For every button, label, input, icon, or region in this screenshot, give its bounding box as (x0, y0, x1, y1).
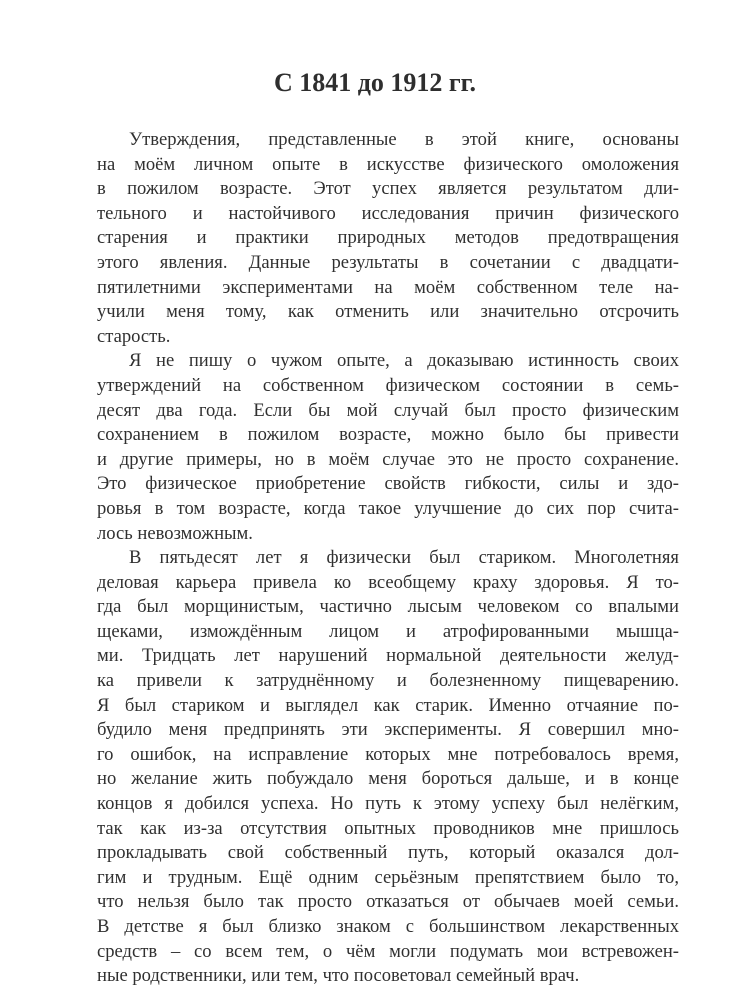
text-line: ровья в том возрасте, когда такое улучшение до сих пор счита- (97, 497, 679, 519)
paragraph-3 (97, 546, 679, 989)
text-line: десят два года. Если бы мой случай был просто физическим (97, 399, 679, 421)
text-line: пятилетними экспериментами на моём собственном теле на- (97, 276, 679, 298)
text-line: сохранением в пожилом возрасте, можно было бы привести (97, 424, 679, 446)
text-line: прокладывать свой собственный путь, который оказался дол- (97, 842, 679, 864)
text-line: щеками, измождённым лицом и атрофированными мышца- (97, 620, 679, 642)
text-line: лось невозможным. (97, 522, 253, 544)
text-line: ка привели к затруднённому и болезненному пищеварению. (97, 670, 679, 692)
page-title: С 1841 до 1912 гг. (273, 68, 477, 97)
text-line: Я не пишу о чужом опыте, а доказываю истинность своих (129, 350, 679, 372)
text-line: деловая карьера привела ко всеобщему краху здоровья. Я то- (97, 571, 679, 593)
paragraph-1 (97, 128, 679, 349)
text-line: средств – со всем тем, о чём могли подумать мои встревожен- (97, 940, 679, 962)
text-line: ми. Тридцать лет нарушений нормальной деятельности желуд- (97, 645, 679, 667)
text-line: гда был морщинистым, частично лысым человеком со впалыми (97, 596, 679, 618)
paragraph-2 (97, 349, 679, 546)
text-line: тельного и настойчивого исследования причин физического (97, 202, 679, 224)
text-line: на моём личном опыте в искусстве физического омоложения (97, 153, 679, 175)
text-line: так как из-за отсутствия опытных проводников мне пришлось (97, 817, 679, 839)
text-line: старость. (97, 325, 171, 347)
text-line: В пятьдесят лет я физически был стариком. Многолетняя (129, 547, 679, 569)
text-line: в пожилом возрасте. Этот успех является результатом дли- (97, 178, 679, 200)
text-line: будило меня предпринять эти эксперименты. Я совершил мно- (97, 719, 679, 741)
text-line: но желание жить побуждало меня бороться дальше, и в конце (97, 768, 679, 790)
body-text (97, 128, 679, 989)
text-line: Утверждения, представленные в этой книге, основаны (129, 129, 679, 150)
text-line: ные родственники, или тем, что посоветовал семейный врач. (97, 965, 580, 987)
text-line: гим и трудным. Ещё одним серьёзным препятствием было то, (97, 866, 679, 888)
text-line: В детстве я был близко знаком с большинством лекарственных (97, 916, 679, 937)
text-line: концов я добился успеха. Но путь к этому успеху был нелёгким, (97, 793, 679, 815)
text-line: Это физическое приобретение свойств гибкости, силы и здо- (97, 473, 679, 495)
text-line: старения и практики природных методов предотвращения (97, 227, 679, 249)
text-line: этого явления. Данные результаты в сочетании с двадцати- (97, 251, 679, 273)
text-line: го ошибок, на исправление которых мне потребовалось время, (97, 743, 679, 765)
text-line: утверждений на собственном физическом состоянии в семь- (97, 374, 679, 396)
text-line: и другие примеры, но в моём случае это не просто сохранение. (97, 448, 679, 470)
text-line: что нельзя было так просто отказаться от обычаев моей семьи. (97, 891, 679, 913)
text-line: Я был стариком и выглядел как старик. Именно отчаяние по- (97, 694, 679, 716)
text-line: учили меня тому, как отменить или значительно отсрочить (97, 301, 679, 323)
